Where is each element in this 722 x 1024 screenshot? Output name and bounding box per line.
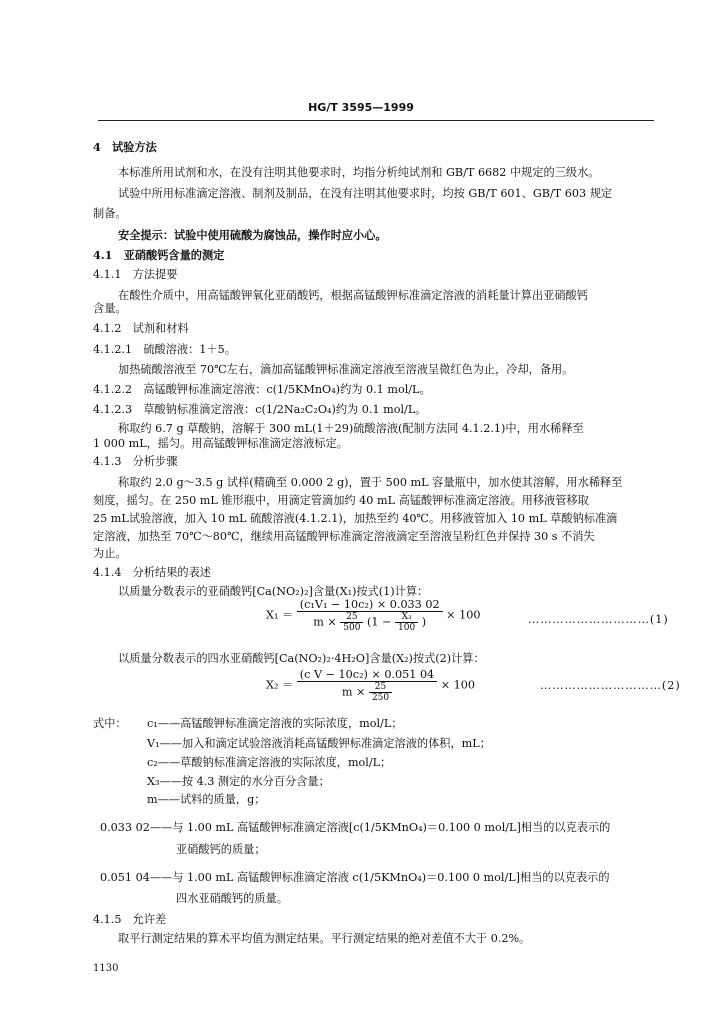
paragraph: 以质量分数表示的亚硝酸钙[Ca(NO₂)₂]含量(X₁)按式(1)计算： bbox=[118, 585, 429, 598]
formula-2-rhs: × 100 bbox=[440, 678, 476, 692]
definition-m: m——试料的质量，g； bbox=[147, 793, 266, 806]
formula-2-lhs: X₂ ＝ bbox=[266, 678, 294, 692]
paragraph: 为止。 bbox=[93, 547, 127, 560]
formula-1 bbox=[266, 598, 480, 633]
paragraph: 取平行测定结果的算术平均值为测定结果。平行测定结果的绝对差值不大于 0.2%。 bbox=[118, 932, 531, 945]
section-4-1-2-1: 4.1.2.1 硫酸溶液：1＋5。 bbox=[93, 343, 236, 356]
definition-x3: X₃——按 4.3 测定的水分百分含量； bbox=[147, 775, 330, 788]
den-fraction-den: 250 bbox=[371, 693, 390, 703]
formula-1-tag: …………………………(1) bbox=[528, 613, 669, 626]
formula-1-denominator bbox=[297, 612, 443, 633]
section-4-1-heading: 4.1 亚硝酸钙含量的测定 bbox=[93, 248, 225, 262]
den-fraction bbox=[340, 612, 363, 633]
header-rule bbox=[98, 120, 654, 121]
formula-1-rhs: × 100 bbox=[446, 608, 481, 622]
formula-1-lhs: X₁ ＝ bbox=[266, 608, 294, 622]
definition-v1: V₁——加入和滴定试验溶液消耗高锰酸钾标准滴定溶液的体积，mL； bbox=[147, 737, 491, 750]
den-inner-num: X₃ bbox=[395, 612, 418, 623]
section-4-1-2-2: 4.1.2.2 高锰酸钾标准滴定溶液：c(1/5KMnO₄)约为 0.1 mol/L。 bbox=[93, 383, 431, 396]
definition-coeff-1-cont: 亚硝酸钙的质量； bbox=[176, 843, 266, 856]
paragraph: 在酸性介质中，用高锰酸钾氧化亚硝酸钙，根据高锰酸钾标准滴定溶液的消耗量计算出亚硝酸钙 bbox=[118, 289, 588, 302]
standard-header: HG/T 3595—1999 bbox=[308, 101, 414, 114]
formula-2-tag: …………………………(2) bbox=[540, 679, 681, 692]
section-4-1-3-heading: 4.1.3 分析步骤 bbox=[93, 455, 178, 468]
section-4-1-4-heading: 4.1.4 分析结果的表述 bbox=[93, 566, 211, 579]
definition-coeff-2-cont: 四水亚硝酸钙的质量。 bbox=[176, 892, 288, 905]
formula-1-numerator: (c₁V₁ − 10c₂) × 0.033 02 bbox=[297, 598, 443, 612]
paragraph: 以质量分数表示的四水亚硝酸钙[Ca(NO₂)₂·4H₂O]含量(X₂)按式(2)计算： bbox=[118, 652, 485, 665]
den-fraction-den: 500 bbox=[343, 623, 361, 633]
where-label: 式中： bbox=[93, 717, 127, 730]
definition-c1: c₁——高锰酸钾标准滴定溶液的实际浓度，mol/L； bbox=[147, 717, 403, 730]
den-fraction-num: 25 bbox=[369, 682, 392, 693]
formula-2-numerator: (c V − 10c₂) × 0.051 04 bbox=[297, 668, 437, 682]
page-number: 1130 bbox=[93, 963, 119, 974]
paragraph: 25 mL试验溶液，加入 10 mL 硫酸溶液(4.1.2.1)，加热至约 40℃。用移液管加入 10 mL 草酸钠标准滴 bbox=[93, 512, 618, 525]
section-4-heading: 4 试验方法 bbox=[93, 140, 157, 154]
paragraph: 称取约 2.0 g～3.5 g 试样(精确至 0.000 2 g)，置于 500 mL 容量瓶中，加水使其溶解，用水稀释至 bbox=[118, 476, 623, 489]
den-inner-den: 100 bbox=[398, 623, 416, 633]
definition-coeff-1: 0.033 02——与 1.00 mL 高锰酸钾标准滴定溶液[c(1/5KMnO₄)＝0.100 0 mol/L]相当的以克表示的 bbox=[100, 821, 611, 834]
paragraph: 加热硫酸溶液至 70℃左右，滴加高锰酸钾标准滴定溶液至溶液呈微红色为止，冷却，备用。 bbox=[118, 363, 574, 376]
den-prefix: m × bbox=[313, 615, 337, 629]
den-prefix: m × bbox=[341, 685, 366, 699]
definition-coeff-2: 0.051 04——与 1.00 mL 高锰酸钾标准滴定溶液 c(1/5KMnO₄)＝0.100 0 mol/L]相当的以克表示的 bbox=[100, 871, 610, 884]
paragraph: 1 000 mL，摇匀。用高锰酸钾标准滴定溶液标定。 bbox=[93, 437, 348, 450]
section-4-1-1-heading: 4.1.1 方法提要 bbox=[93, 268, 178, 281]
paragraph: 含量。 bbox=[93, 302, 127, 315]
formula-2-fraction bbox=[297, 668, 437, 703]
formula-2-denominator bbox=[297, 682, 437, 703]
paragraph: 定溶液，加热至 70℃～80℃，继续用高锰酸钾标准滴定溶液滴定至溶液呈粉红色并保持 30 s 不消失 bbox=[93, 530, 595, 543]
paragraph: 试验中所用标准滴定溶液、制剂及制品，在没有注明其他要求时，均按 GB/T 601、GB/T 603 规定 bbox=[118, 187, 613, 200]
safety-note: 安全提示：试验中使用硫酸为腐蚀品，操作时应小心。 bbox=[118, 228, 387, 242]
den-fraction bbox=[369, 682, 392, 703]
den-inner-fraction bbox=[395, 612, 418, 633]
den-fraction-num: 25 bbox=[340, 612, 363, 623]
section-4-1-2-heading: 4.1.2 试剂和材料 bbox=[93, 322, 189, 335]
paragraph: 称取约 6.7 g 草酸钠，溶解于 300 mL(1＋29)硫酸溶液(配制方法同 4.1.2.1)中，用水稀释至 bbox=[118, 422, 584, 435]
paragraph: 本标准所用试剂和水，在没有注明其他要求时，均指分析纯试剂和 GB/T 6682 中规定的三级水。 bbox=[118, 166, 600, 179]
section-4-1-5-heading: 4.1.5 允许差 bbox=[93, 913, 167, 926]
formula-2 bbox=[266, 668, 475, 703]
definition-c2: c₂——草酸钠标准滴定溶液的实际浓度，mol/L； bbox=[147, 756, 392, 769]
den-paren-close: ) bbox=[421, 615, 427, 629]
paragraph: 制备。 bbox=[93, 207, 127, 220]
section-4-1-2-3: 4.1.2.3 草酸钠标准滴定溶液：c(1/2Na₂C₂O₄)约为 0.1 mol/L。 bbox=[93, 403, 427, 416]
den-paren-open: (1 − bbox=[367, 615, 392, 629]
formula-1-fraction bbox=[297, 598, 443, 633]
paragraph: 刻度，摇匀。在 250 mL 锥形瓶中，用滴定管滴加约 40 mL 高锰酸钾标准滴定溶液。用移液管移取 bbox=[93, 494, 589, 507]
